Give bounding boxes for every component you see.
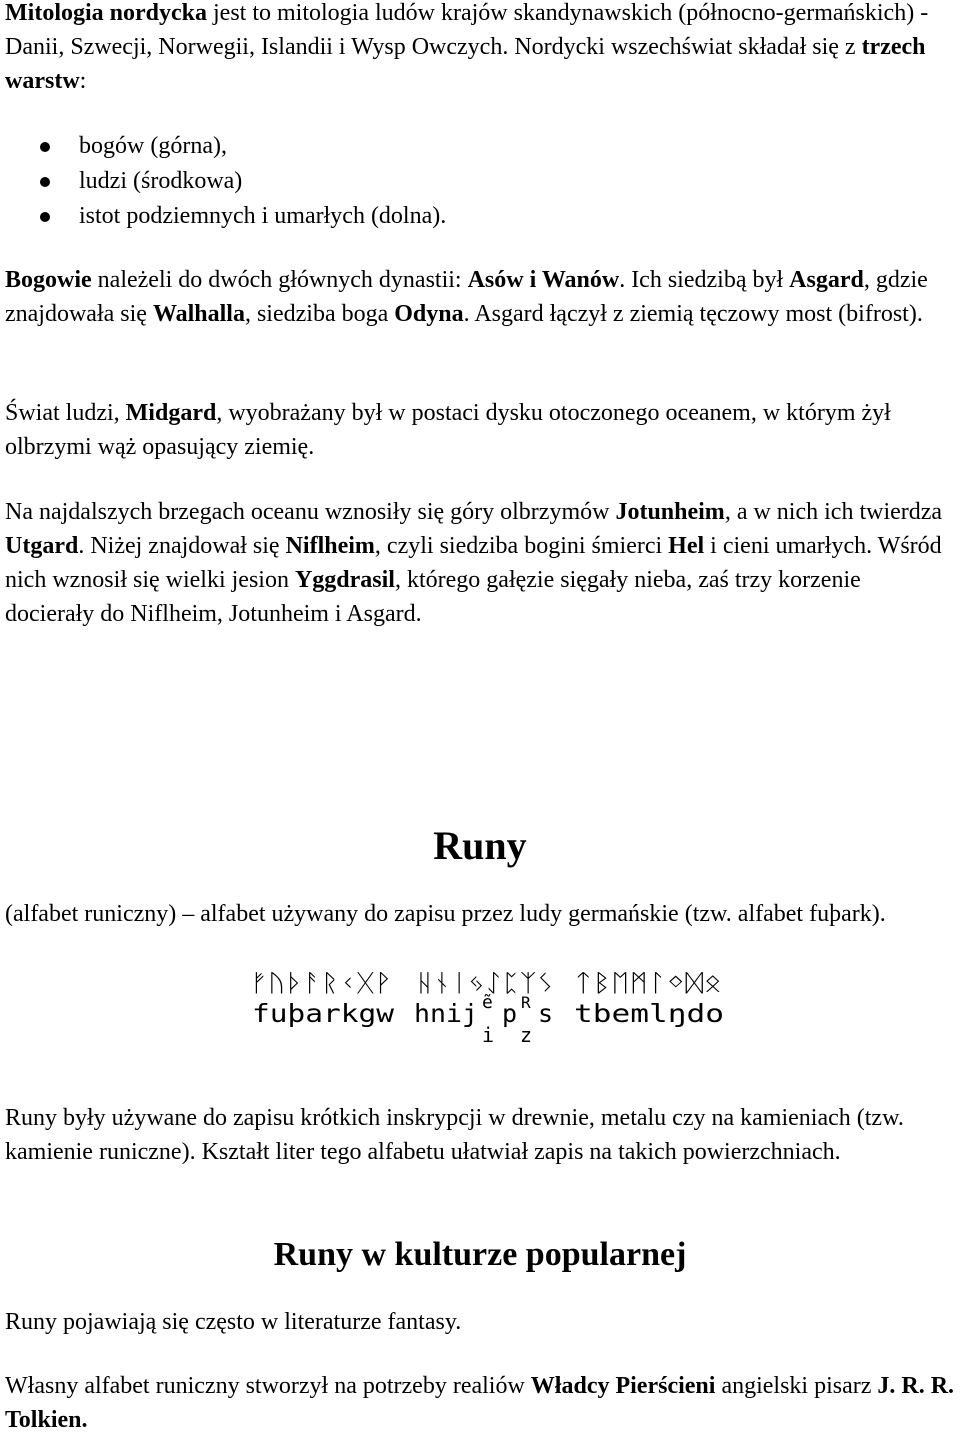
term-hel: Hel [668, 533, 705, 559]
rune-group-3: ᛏᛒᛖᛗᛚᛜᛞᛟ [574, 969, 722, 997]
rune-group-2: ᚺᚾᛁᛃᛇᛈᛉᛊ [416, 969, 554, 997]
gods-text-3: , gdzie znajdowała się [5, 267, 928, 327]
list-item [5, 164, 446, 199]
tolkien-text-2: angielski pisarz [715, 1373, 878, 1399]
jotunheim-text-2: , a w nich ich twierdza [724, 499, 943, 525]
list-item-label: ludzi (środkowa) [79, 168, 243, 194]
runy-definition: (alfabet runiczny) – alfabet używany do zapisu przez ludy germańskie (tzw. alfabet fuþark). [5, 901, 886, 927]
term-asgard: Asgard [789, 267, 864, 293]
layers-list [5, 129, 446, 234]
intro-text-2: : [79, 68, 87, 94]
translit-s: s [538, 999, 554, 1028]
gods-text-5: . Asgard łączył z ziemią tęczowy most (bifrost). [463, 301, 923, 327]
term-yggdrasil: Yggdrasil [294, 567, 395, 593]
translit-group-1: fuþarkgw [252, 999, 396, 1028]
term-tolkien: J. R. R. Tolkien. [5, 1373, 955, 1433]
futhark-svg [248, 966, 728, 1044]
term-niflheim: Niflheim [285, 533, 375, 559]
list-item [5, 129, 446, 164]
intro-text-1: jest to mitologia ludów krajów skandynawskich (północno-germańskich) - Danii, Szwecji, Norwegii, Islandii i Wysp Owczych. Nordycki wszechświat składał się z [5, 0, 929, 60]
bullet-icon [40, 212, 50, 222]
bullet-icon [40, 142, 50, 152]
jotunheim-paragraph [5, 495, 955, 631]
fantasy-paragraph: Runy pojawiają się często w literaturze fantasy. [5, 1309, 462, 1335]
jotunheim-text-1: Na najdalszych brzegach oceanu wznosiły się góry olbrzymów [5, 499, 616, 525]
gods-text-1: należeli do dwóch głównych dynastii: [91, 267, 468, 293]
gods-text-2: . Ich siedzibą był [619, 267, 790, 293]
jotunheim-text-6: , którego gałęzie sięgały nieba, zaś trzy korzenie docierały do Niflheim, Jotunheim i Asgard. [5, 567, 861, 627]
term-walhalla: Walhalla [152, 301, 245, 327]
gods-paragraph [5, 263, 955, 331]
term-utgard: Utgard [5, 533, 79, 559]
midgard-text-1: Świat ludzi, [5, 400, 126, 426]
jotunheim-text-5: i cieni umarłych. Wśród nich wznosił się wielki jesion [5, 533, 942, 593]
translit-i-sub: i [482, 1023, 495, 1044]
list-item-label: bogów (górna), [79, 133, 227, 159]
futhark-figure [248, 966, 728, 1044]
translit-p: p [502, 999, 518, 1028]
translit-e-tilde: ẽ [482, 992, 493, 1013]
gods-text-4: , siedziba boga [244, 301, 395, 327]
midgard-paragraph [5, 396, 955, 464]
translit-group-2: hnij [414, 999, 478, 1028]
runy-usage-paragraph: Runy były używane do zapisu krótkich inskrypcji w drewnie, metalu czy na kamieniach (tzw. kamienie runiczne). Kształt liter tego alfabetu ułatwiał zapis na takich powierzchniach. [5, 1105, 904, 1165]
translit-z-sub: z [520, 1023, 533, 1044]
intro-paragraph [5, 0, 955, 98]
term-bogowie: Bogowie [5, 267, 92, 293]
tolkien-paragraph [5, 1369, 955, 1437]
bullet-icon [40, 177, 50, 187]
runy-heading: Runy [433, 823, 527, 868]
rune-group-1: ᚠᚢᚦᚨᚱᚲᚷᚹ [250, 969, 392, 997]
term-jotunheim: Jotunheim [615, 499, 725, 525]
list-item-label: istot podziemnych i umarłych (dolna). [79, 203, 447, 229]
translit-group-3: tbemlŋdo [574, 999, 724, 1028]
term-mitologia-nordycka: Mitologia nordycka [5, 0, 207, 26]
term-asow-i-wanow: Asów i Wanów [467, 267, 620, 293]
translit-R-sup: R [521, 993, 531, 1012]
jotunheim-text-4: , czyli siedziba bogini śmierci [374, 533, 669, 559]
midgard-text-2: , wyobrażany był w postaci dysku otoczonego oceanem, w którym żył olbrzymi wąż opasujący ziemię. [5, 400, 891, 460]
list-item [5, 199, 446, 234]
jotunheim-text-3: . Niżej znajdował się [78, 533, 286, 559]
term-odyna: Odyna [394, 301, 464, 327]
tolkien-text-1: Własny alfabet runiczny stworzył na potrzeby realiów [5, 1373, 531, 1399]
term-midgard: Midgard [125, 400, 217, 426]
term-wladcy-pierscieni: Władcy Pierścieni [530, 1373, 716, 1399]
term-trzech-warstw: trzech warstw [5, 34, 926, 94]
popular-culture-heading: Runy w kulturze popularnej [273, 1236, 687, 1273]
